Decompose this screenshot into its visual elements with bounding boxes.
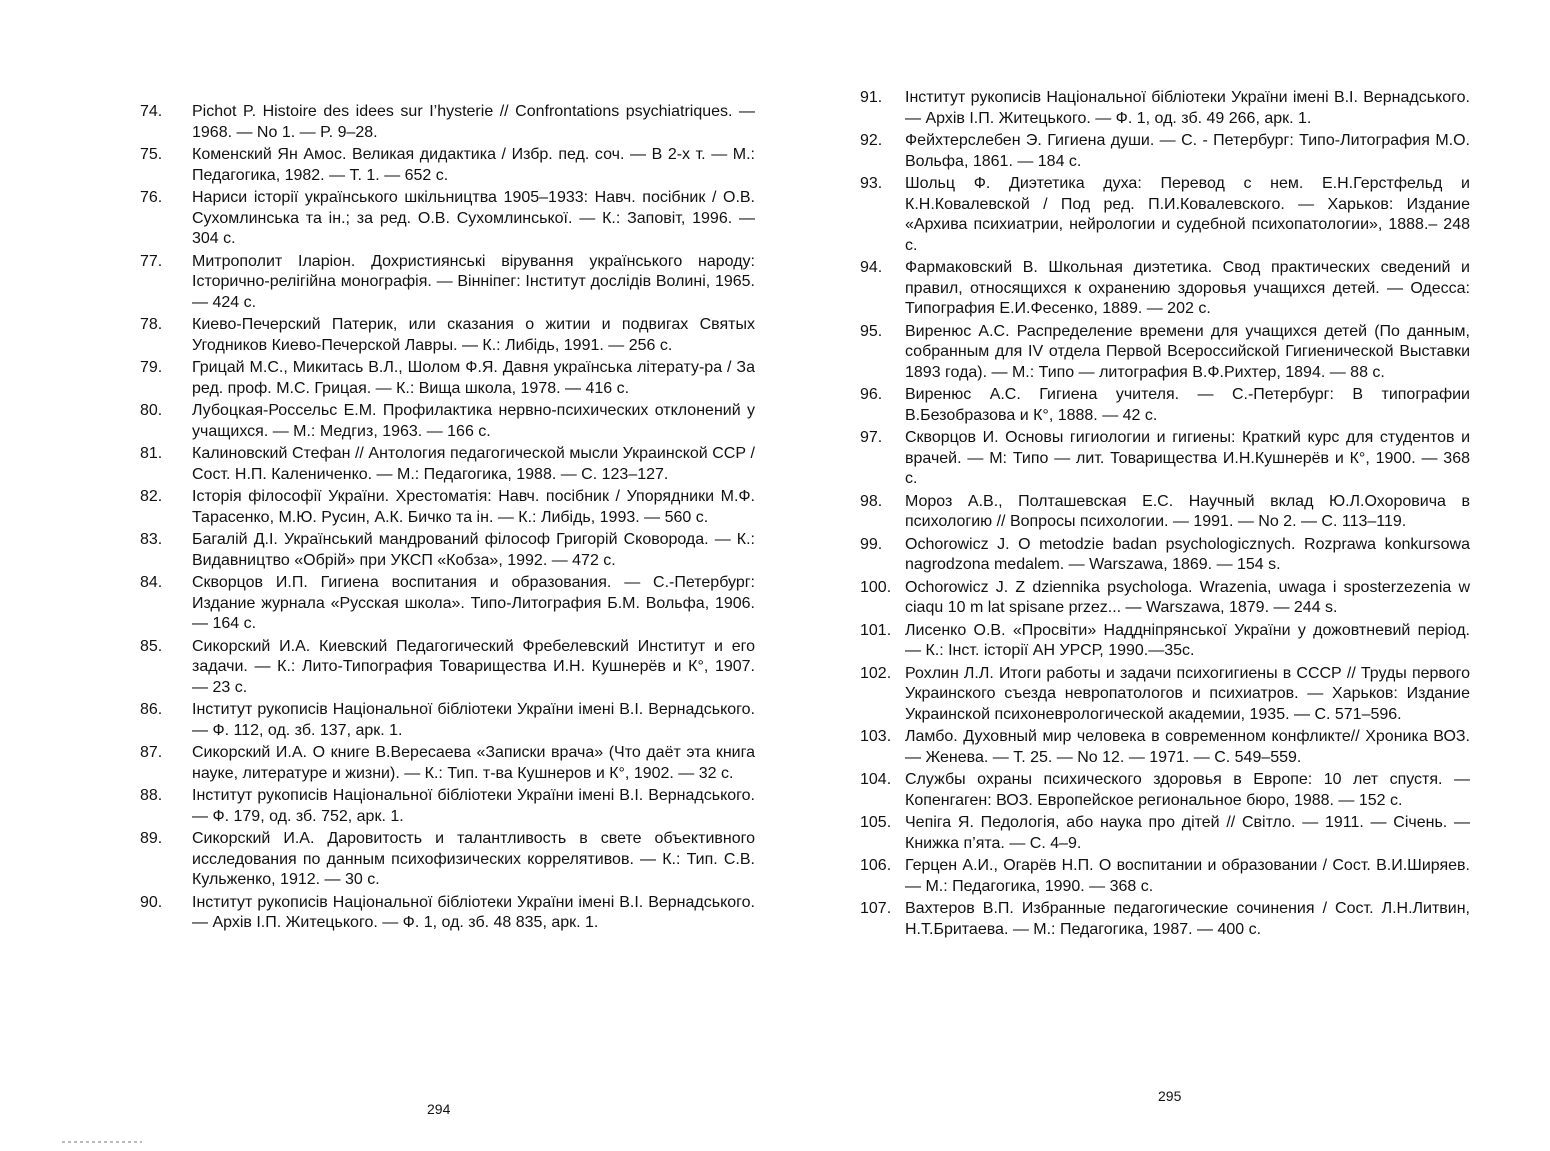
reference-text: Герцен А.И., Огарёв Н.П. О воспитании и образовании / Сост. В.И.Ширяев. — М.: Педагогика, 1990. — 368 с. — [905, 857, 1470, 895]
reference-entry — [860, 131, 1470, 172]
reference-text: Службы охраны психического здоровья в Европе: 10 лет спустя. — Копенгаген: ВОЗ. Европейское региональное бюро, 1988. — 152 с. — [905, 771, 1470, 809]
reference-entry — [860, 578, 1470, 619]
page-number: 295 — [1158, 1088, 1182, 1104]
reference-number: 104. — [860, 771, 892, 788]
reference-number: 89. — [140, 830, 163, 847]
reference-number: 79. — [140, 359, 163, 376]
reference-text: Грицай М.С., Микитась В.Л., Шолом Ф.Я. Давня українська літерату-ра / За ред. проф. М.С. Грицая. — К.: Вища школа, 1978. — 416 с. — [192, 359, 755, 397]
reference-text: Виренюс А.С. Распределение времени для учащихся детей (По данным, собранным для IV отдела Первой Всероссийской Гигиенической Выставки 1893 года). — М.: Типо — литография В.Ф.Рихтер, 1894. — 88 с. — [905, 322, 1470, 381]
reference-text: Сикорский И.А. О книге В.Вересаева «Записки врача» (Что даёт эта книга науке, литературе и жизни). — К.: Тип. т-ва Кушнеров и К°, 1902. — 32 с. — [192, 744, 755, 782]
reference-number: 100. — [860, 578, 892, 596]
reference-number: 83. — [140, 531, 163, 548]
page-number: 294 — [427, 1101, 451, 1117]
reference-text: Історія філософії України. Хрестоматія: Навч. посібник / Упорядники М.Ф. Тарасенко, М.Ю. Русин, А.К. Бичко та ін. — К.: Либідь, 1993. — 560 с. — [192, 488, 755, 526]
reference-number: 98. — [860, 492, 883, 510]
reference-entry — [140, 829, 755, 891]
reference-entry — [860, 258, 1470, 320]
reference-number: 106. — [860, 857, 892, 874]
reference-entry — [140, 145, 755, 186]
reference-entry — [860, 88, 1470, 129]
reference-number: 87. — [140, 744, 163, 761]
reference-entry — [140, 444, 755, 485]
reference-number: 92. — [860, 132, 883, 149]
reference-number: 95. — [860, 322, 883, 340]
scan-artifact — [62, 1141, 142, 1143]
reference-text: Нариси історії українського шкільництва 1905–1933: Навч. посібник / О.В. Сухомлинська та ін.; за ред. О.В. Сухомлинської. — К.: Заповіт, 1996. — 304 с. — [192, 189, 755, 247]
reference-number: 91. — [860, 89, 883, 106]
reference-entry — [860, 727, 1470, 768]
reference-number: 74. — [140, 103, 163, 120]
reference-text: Рохлин Л.Л. Итоги работы и задачи психогигиены в СССР // Труды первого Украинского съезда невропатологов и психиатров. — Харьков: Издание Украинской психоневрологической академии, 1935. — С. 571–596. — [905, 664, 1470, 723]
reference-text: Pichot P. Histoire des idees sur I’hysterie // Confrontations psychiatriques. — 1968. — No 1. — P. 9–28. — [192, 103, 755, 141]
reference-number: 78. — [140, 316, 163, 333]
reference-entry — [140, 637, 755, 699]
reference-number: 80. — [140, 402, 163, 419]
reference-number: 97. — [860, 429, 883, 446]
reference-entry — [140, 102, 755, 143]
reference-text: Коменский Ян Амос. Великая дидактика / Избр. пед. соч. — В 2-х т. — М.: Педагогика, 1982. — Т. 1. — 652 с. — [192, 146, 755, 184]
reference-entry — [860, 621, 1470, 662]
reference-number: 85. — [140, 637, 163, 655]
reference-entry — [140, 358, 755, 399]
reference-entry — [860, 813, 1470, 854]
reference-text: Багалій Д.І. Український мандрований філософ Григорій Сковорода. — К.: Видавництво «Обрій» при УКСП «Кобза», 1992. — 472 с. — [192, 531, 755, 569]
reference-entry — [860, 174, 1470, 256]
reference-text: Вахтеров В.П. Избранные педагогические сочинения / Сост. Л.Н.Литвин, Н.Т.Бритаева. — М.: Педагогика, 1987. — 400 с. — [905, 900, 1470, 938]
reference-text: Фейхтерслебен Э. Гигиена души. — С. - Петербург: Типо-Литография М.О. Вольфа, 1861. — 184 с. — [905, 132, 1470, 170]
reference-text: Лубоцкая-Россельс Е.М. Профилактика нервно-психических отклонений у учащихся. — М.: Медгиз, 1963. — 166 с. — [192, 402, 755, 440]
reference-entry — [140, 700, 755, 741]
reference-number: 93. — [860, 175, 883, 192]
reference-text: Ochorowicz J. Z dziennika psychologa. Wrazenia, uwaga i sposterzezenia w ciaqu 10 m lat spisane przez... — Warszawa, 1879. — 244 s. — [905, 578, 1470, 616]
reference-text: Сикорский И.А. Даровитость и талантливость в свете объективного исследования по данным психофизических коррелятивов. — К.: Тип. С.В. Кульженко, 1912. — 30 с. — [192, 830, 755, 888]
reference-number: 77. — [140, 252, 163, 270]
reference-number: 86. — [140, 701, 163, 718]
reference-text: Сикорский И.А. Киевский Педагогический Фребелевский Институт и его задачи. — К.: Лито-Типография Товарищества И.Н. Кушнерёв и К°, 1907. — 23 с. — [192, 637, 755, 696]
reference-number: 90. — [140, 893, 163, 911]
reference-text: Чепіга Я. Педологія, або наука про дітей // Світло. — 1911. — Січень. — Книжка п’ята. — С. 4–9. — [905, 814, 1470, 852]
reference-number: 81. — [140, 445, 163, 462]
reference-number: 99. — [860, 535, 883, 553]
reference-entry — [860, 492, 1470, 533]
reference-text: Інститут рукописів Національної бібліотеки України імені В.І. Вернадського. — Архів І.П. Житецького. — Ф. 1, од. зб. 48 835, арк. 1. — [192, 893, 755, 931]
reference-entry — [140, 530, 755, 571]
reference-text: Скворцов И. Основы гигиологии и гигиены: Краткий курс для студентов и врачей. — М: Типо — лит. Товарищества И.Н.Кушнерёв и К°, 1900. — 368 с. — [905, 429, 1470, 487]
reference-entry — [140, 252, 755, 314]
reference-text: Скворцов И.П. Гигиена воспитания и образования. — С.-Петербург: Издание журнала «Русская школа». Типо-Литография Б.М. Вольфа, 1906. — 164 с. — [192, 574, 755, 632]
reference-entry — [860, 535, 1470, 576]
reference-entry — [140, 487, 755, 528]
reference-entry — [140, 188, 755, 250]
reference-text: Ламбо. Духовный мир человека в современном конфликте// Хроника ВОЗ. — Женева. — Т. 25. — No 12. — 1971. — С. 549–559. — [905, 728, 1470, 766]
reference-text: Киево-Печерский Патерик, или сказания о житии и подвигах Святых Угодников Киево-Печерской Лавры. — К.: Либідь, 1991. — 256 с. — [192, 316, 755, 354]
reference-number: 105. — [860, 814, 892, 831]
reference-text: Інститут рукописів Національної бібліотеки України імені В.І. Вернадського. — Архів І.П. Житецького. — Ф. 1, од. зб. 49 266, арк. 1. — [905, 89, 1470, 127]
reference-entry — [860, 899, 1470, 940]
reference-number: 84. — [140, 574, 163, 591]
reference-number: 88. — [140, 787, 163, 804]
reference-number: 96. — [860, 386, 883, 403]
reference-number: 82. — [140, 488, 163, 505]
reference-list — [860, 88, 1470, 942]
reference-number: 75. — [140, 146, 163, 163]
reference-entry — [860, 770, 1470, 811]
reference-number: 76. — [140, 189, 163, 206]
reference-entry — [140, 893, 755, 934]
reference-text: Фармаковский В. Школьная диэтетика. Свод практических сведений и правил, относящихся к охранению здоровья учащихся детей. — Одесса: Типография Е.И.Фесенко, 1889. — 202 с. — [905, 259, 1470, 317]
reference-entry — [860, 664, 1470, 726]
reference-text: Лисенко О.В. «Просвіти» Наддніпрянської України у дожовтневий період. — К.: Інст. історії АН УРСР, 1990.—35с. — [905, 621, 1470, 659]
reference-text: Калиновский Стефан // Антология педагогической мысли Украинской ССР / Сост. Н.П. Калениченко. — М.: Педагогика, 1988. — С. 123–127. — [192, 445, 755, 483]
reference-text: Виренюс А.С. Гигиена учителя. — С.-Петербург: В типографии В.Безобразова и К°, 1888. — 42 с. — [905, 386, 1470, 424]
reference-number: 101. — [860, 621, 892, 639]
reference-number: 103. — [860, 728, 892, 745]
reference-entry — [140, 401, 755, 442]
reference-entry — [860, 856, 1470, 897]
reference-text: Шольц Ф. Диэтетика духа: Перевод с нем. Е.Н.Герстфельд и К.Н.Ковалевской / Под ред. П.И.Ковалевского. — Харьков: Издание «Архива психиатрии, нейрологии и судебной психопатологии», 1888.– 248 с. — [905, 175, 1470, 254]
reference-text: Ochorowicz J. O metodzie badan psychologicznych. Rozprawa konkursowa nagrodzona medalem. — Warszawa, 1869. — 154 s. — [905, 535, 1470, 573]
reference-text: Інститут рукописів Національної бібліотеки України імені В.І. Вернадського. — Ф. 179, од. зб. 752, арк. 1. — [192, 787, 755, 825]
reference-entry — [140, 743, 755, 784]
reference-entry — [860, 385, 1470, 426]
reference-entry — [860, 428, 1470, 490]
right-page — [775, 0, 1550, 1151]
reference-number: 107. — [860, 900, 892, 917]
reference-entry — [140, 315, 755, 356]
reference-text: Митрополит Іларіон. Дохристиянські вірування українського народу: Історично-релігійна монографія. — Вінніпег: Інститут дослідів Волині, 1965. — 424 с. — [192, 252, 755, 311]
reference-entry — [140, 786, 755, 827]
reference-text: Інститут рукописів Національної бібліотеки України імені В.І. Вернадського. — Ф. 112, од. зб. 137, арк. 1. — [192, 701, 755, 739]
reference-text: Мороз А.В., Полташевская Е.С. Научный вклад Ю.Л.Охоровича в психологию // Вопросы психологии. — 1991. — No 2. — С. 113–119. — [905, 492, 1470, 530]
reference-entry — [860, 322, 1470, 384]
reference-list — [140, 102, 755, 936]
reference-entry — [140, 573, 755, 635]
reference-number: 102. — [860, 664, 892, 682]
reference-number: 94. — [860, 259, 883, 276]
